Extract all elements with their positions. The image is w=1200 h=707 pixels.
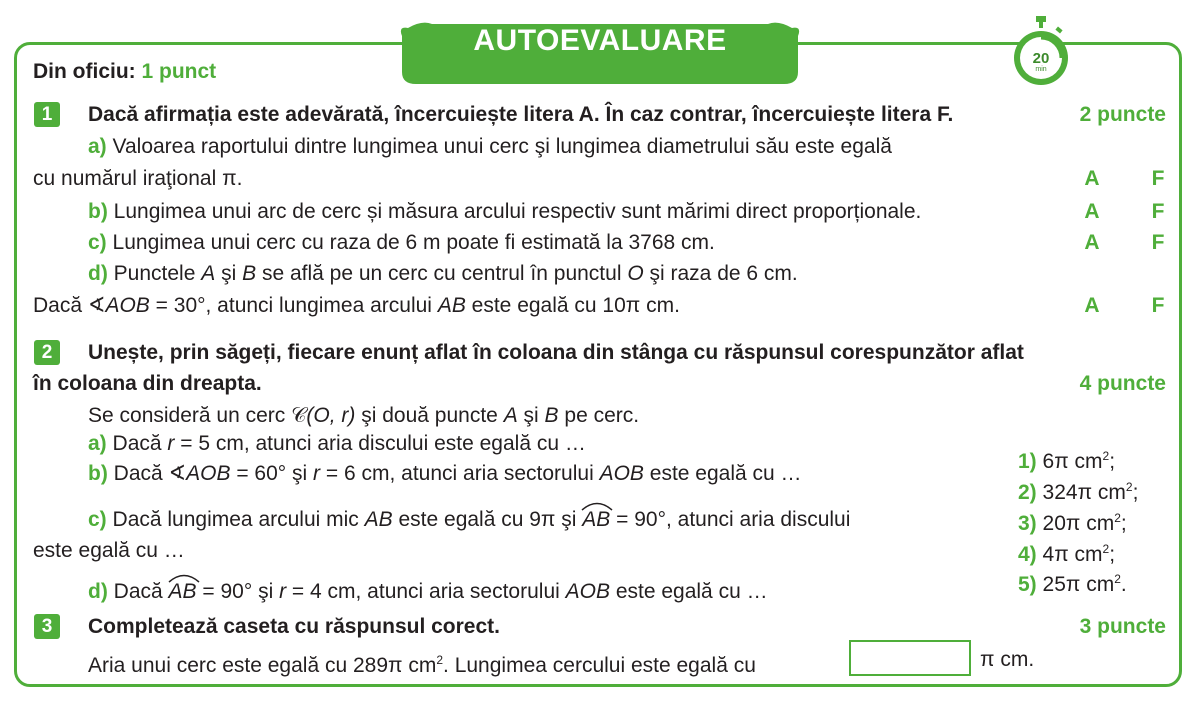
answer-end: ; bbox=[1132, 481, 1139, 504]
ex2-c-arc-symbol bbox=[582, 508, 610, 532]
ex1-d-text-6: = 30°, atunci lungimea arcului bbox=[149, 294, 438, 317]
ex1-c-tag: c) bbox=[88, 231, 107, 254]
answer-exponent: 2 bbox=[1114, 511, 1121, 525]
ex2-answer-2[interactable] bbox=[1018, 475, 1138, 505]
answer-value: 4π cm bbox=[1042, 543, 1103, 566]
ex1-item-b bbox=[88, 200, 921, 224]
ex2-c-text-1: Dacă lungimea arcului mic bbox=[112, 508, 365, 531]
ex1-c-option-f[interactable]: F bbox=[1151, 231, 1165, 254]
answer-value: 20π cm bbox=[1042, 512, 1115, 535]
ex2-d-tag: d) bbox=[88, 580, 108, 603]
ex3-text-1: Aria unui cerc este egală cu 289π cm bbox=[88, 654, 437, 677]
ex2-intro-point-a: A bbox=[503, 404, 518, 427]
exercise-3-prompt: Completează caseta cu răspunsul corect. bbox=[88, 615, 500, 638]
ex2-d-r: r bbox=[279, 580, 287, 603]
ex1-d-text-7: este egală cu 10π cm. bbox=[465, 294, 680, 317]
answer-tag: 5) bbox=[1018, 573, 1037, 596]
ex2-intro-circle: 𝒞 bbox=[291, 404, 307, 427]
ex2-b-text-4: este egală cu … bbox=[643, 462, 802, 485]
din-oficiu bbox=[33, 60, 216, 84]
answer-tag: 2) bbox=[1018, 481, 1037, 504]
answer-exponent: 2 bbox=[1102, 449, 1110, 463]
ex1-item-a-line2: cu numărul iraţional π. bbox=[33, 167, 243, 190]
ex2-d-sector: AOB bbox=[565, 580, 610, 603]
ex2-b-angle: AOB bbox=[186, 462, 231, 485]
answer-tag: 3) bbox=[1018, 512, 1037, 535]
ex1-item-c bbox=[88, 231, 715, 255]
exercise-2-points: 4 puncte bbox=[1079, 372, 1166, 395]
ex2-intro-text-1: Se consideră un cerc bbox=[88, 404, 292, 427]
ex1-d-angle: AOB bbox=[105, 294, 150, 317]
exercise-1-number: 1 bbox=[34, 102, 60, 127]
ex1-d-option-f[interactable]: F bbox=[1151, 294, 1165, 317]
din-oficiu-label: Din oficiu: bbox=[33, 60, 136, 83]
answer-end: . bbox=[1120, 573, 1127, 596]
timer-value: 20 bbox=[1032, 50, 1050, 67]
ex1-d-text-4: şi raza de 6 cm. bbox=[643, 262, 798, 285]
ex2-d-text-1: Dacă bbox=[113, 580, 169, 603]
ex1-item-d-line1 bbox=[88, 262, 798, 286]
answer-box[interactable] bbox=[849, 640, 971, 676]
ex3-exponent: 2 bbox=[436, 653, 444, 667]
ex2-a-text-1: Dacă bbox=[112, 432, 168, 455]
ex2-c-ab: AB bbox=[364, 508, 393, 531]
ex2-item-a bbox=[88, 432, 586, 456]
ex2-intro-text-4: pe cerc. bbox=[558, 404, 640, 427]
ex1-d-option-a[interactable]: A bbox=[1084, 294, 1100, 317]
timer-unit: min bbox=[1035, 66, 1047, 73]
ex1-d-text-2: şi bbox=[215, 262, 243, 285]
page-title: AUTOEVALUARE bbox=[473, 24, 727, 57]
ex3-unit: π cm. bbox=[980, 648, 1035, 671]
ex2-c-text-2: este egală cu 9π şi bbox=[392, 508, 583, 531]
exercise-1-prompt: Dacă afirmația este adevărată, încercuiește litera A. În caz contrar, încercuiește litera F. bbox=[88, 103, 954, 126]
answer-exponent: 2 bbox=[1114, 572, 1121, 586]
answer-exponent: 2 bbox=[1102, 542, 1110, 556]
ex1-d-point-o: O bbox=[627, 262, 644, 285]
ex3-text-2: . Lungimea cercului este egală cu bbox=[443, 654, 756, 677]
exercise-2-prompt-line2: în coloana din dreapta. bbox=[33, 372, 262, 395]
answer-value: 324π cm bbox=[1042, 481, 1126, 504]
ex2-a-tag: a) bbox=[88, 432, 107, 455]
din-oficiu-points: 1 punct bbox=[141, 60, 217, 83]
ex2-item-c-line1 bbox=[88, 508, 850, 532]
ex2-d-arc-symbol bbox=[169, 580, 197, 604]
answer-exponent: 2 bbox=[1125, 480, 1133, 494]
ex1-c-option-a[interactable]: A bbox=[1084, 231, 1100, 254]
ex1-b-text: Lungimea unui arc de cerc și măsura arcului respectiv sunt mărimi direct proporționale. bbox=[113, 200, 922, 223]
exercise-3-number: 3 bbox=[34, 614, 60, 639]
ex1-d-point-b: B bbox=[242, 262, 257, 285]
answer-end: ; bbox=[1120, 512, 1127, 535]
ex2-answer-5[interactable] bbox=[1018, 567, 1127, 597]
ex1-a-option-f[interactable]: F bbox=[1151, 167, 1165, 190]
answer-end: ; bbox=[1109, 543, 1116, 566]
ex2-a-r: r bbox=[167, 432, 175, 455]
ex1-d-text-5: Dacă ∢ bbox=[33, 294, 106, 317]
ex1-a-option-a[interactable]: A bbox=[1084, 167, 1100, 190]
arc-mark-icon bbox=[167, 571, 201, 583]
ex2-b-text-3: = 6 cm, atunci aria sectorului bbox=[320, 462, 600, 485]
ex2-b-tag: b) bbox=[88, 462, 108, 485]
ex2-d-text-2: = 90° şi bbox=[196, 580, 280, 603]
answer-value: 6π cm bbox=[1042, 450, 1103, 473]
answer-tag: 1) bbox=[1018, 450, 1037, 473]
ex2-intro bbox=[88, 404, 639, 428]
ex2-c-tag: c) bbox=[88, 508, 107, 531]
ex2-c-text-3: = 90°, atunci aria discului bbox=[610, 508, 851, 531]
ex1-a-tag: a) bbox=[88, 135, 107, 158]
ex2-item-d bbox=[88, 580, 768, 604]
ex2-b-sector: AOB bbox=[599, 462, 644, 485]
ex2-b-r: r bbox=[313, 462, 321, 485]
ex1-c-text: Lungimea unui cerc cu raza de 6 m poate fi estimată la 3768 cm. bbox=[112, 231, 715, 254]
ex1-d-text-3: se află pe un cerc cu centrul în punctul bbox=[256, 262, 628, 285]
ex2-item-c-line2: este egală cu … bbox=[33, 539, 185, 562]
ex2-intro-point-b: B bbox=[544, 404, 559, 427]
ex2-b-text-1: Dacă ∢ bbox=[113, 462, 187, 485]
ex1-item-a-line1 bbox=[88, 135, 892, 159]
ex2-item-b bbox=[88, 462, 802, 486]
ex1-d-point-a: A bbox=[201, 262, 216, 285]
ex2-answer-4[interactable] bbox=[1018, 537, 1115, 567]
ex3-statement bbox=[88, 648, 756, 678]
ex1-a-text: Valoarea raportului dintre lungimea unui cerc şi lungimea diametrului său este egală bbox=[112, 135, 892, 158]
ex2-intro-circle-args: (O, r) bbox=[306, 404, 356, 427]
ex2-b-text-2: = 60° şi bbox=[230, 462, 314, 485]
exercise-1-points: 2 puncte bbox=[1079, 103, 1166, 126]
ex1-d-tag: d) bbox=[88, 262, 108, 285]
ex1-d-text-1: Punctele bbox=[113, 262, 202, 285]
ex2-answer-1[interactable] bbox=[1018, 444, 1115, 474]
exercise-2-number: 2 bbox=[34, 340, 60, 365]
ex2-intro-text-3: şi bbox=[517, 404, 545, 427]
exercise-2-prompt-line1: Unește, prin săgeți, fiecare enunț aflat în coloana din stânga cu răspunsul corespunzător aflat bbox=[88, 341, 1024, 364]
ex1-b-option-a[interactable]: A bbox=[1084, 200, 1100, 223]
ex2-intro-text-2: şi două puncte bbox=[355, 404, 504, 427]
exercise-3-points: 3 puncte bbox=[1079, 615, 1166, 638]
ex1-item-d-line2 bbox=[33, 294, 680, 318]
ex2-d-text-4: este egală cu … bbox=[609, 580, 768, 603]
ex2-a-text-2: = 5 cm, atunci aria discului este egală cu … bbox=[174, 432, 586, 455]
ex2-d-text-3: = 4 cm, atunci aria sectorului bbox=[286, 580, 566, 603]
ex2-d-arc-label: AB bbox=[168, 580, 197, 603]
ex1-d-arc: AB bbox=[437, 294, 466, 317]
arc-mark-icon bbox=[580, 499, 614, 511]
answer-end: ; bbox=[1109, 450, 1116, 473]
answer-tag: 4) bbox=[1018, 543, 1037, 566]
answer-value: 25π cm bbox=[1042, 573, 1115, 596]
ex1-b-option-f[interactable]: F bbox=[1151, 200, 1165, 223]
ex2-c-arc-label: AB bbox=[582, 508, 611, 531]
ex2-answer-3[interactable] bbox=[1018, 506, 1127, 536]
ex1-b-tag: b) bbox=[88, 200, 108, 223]
